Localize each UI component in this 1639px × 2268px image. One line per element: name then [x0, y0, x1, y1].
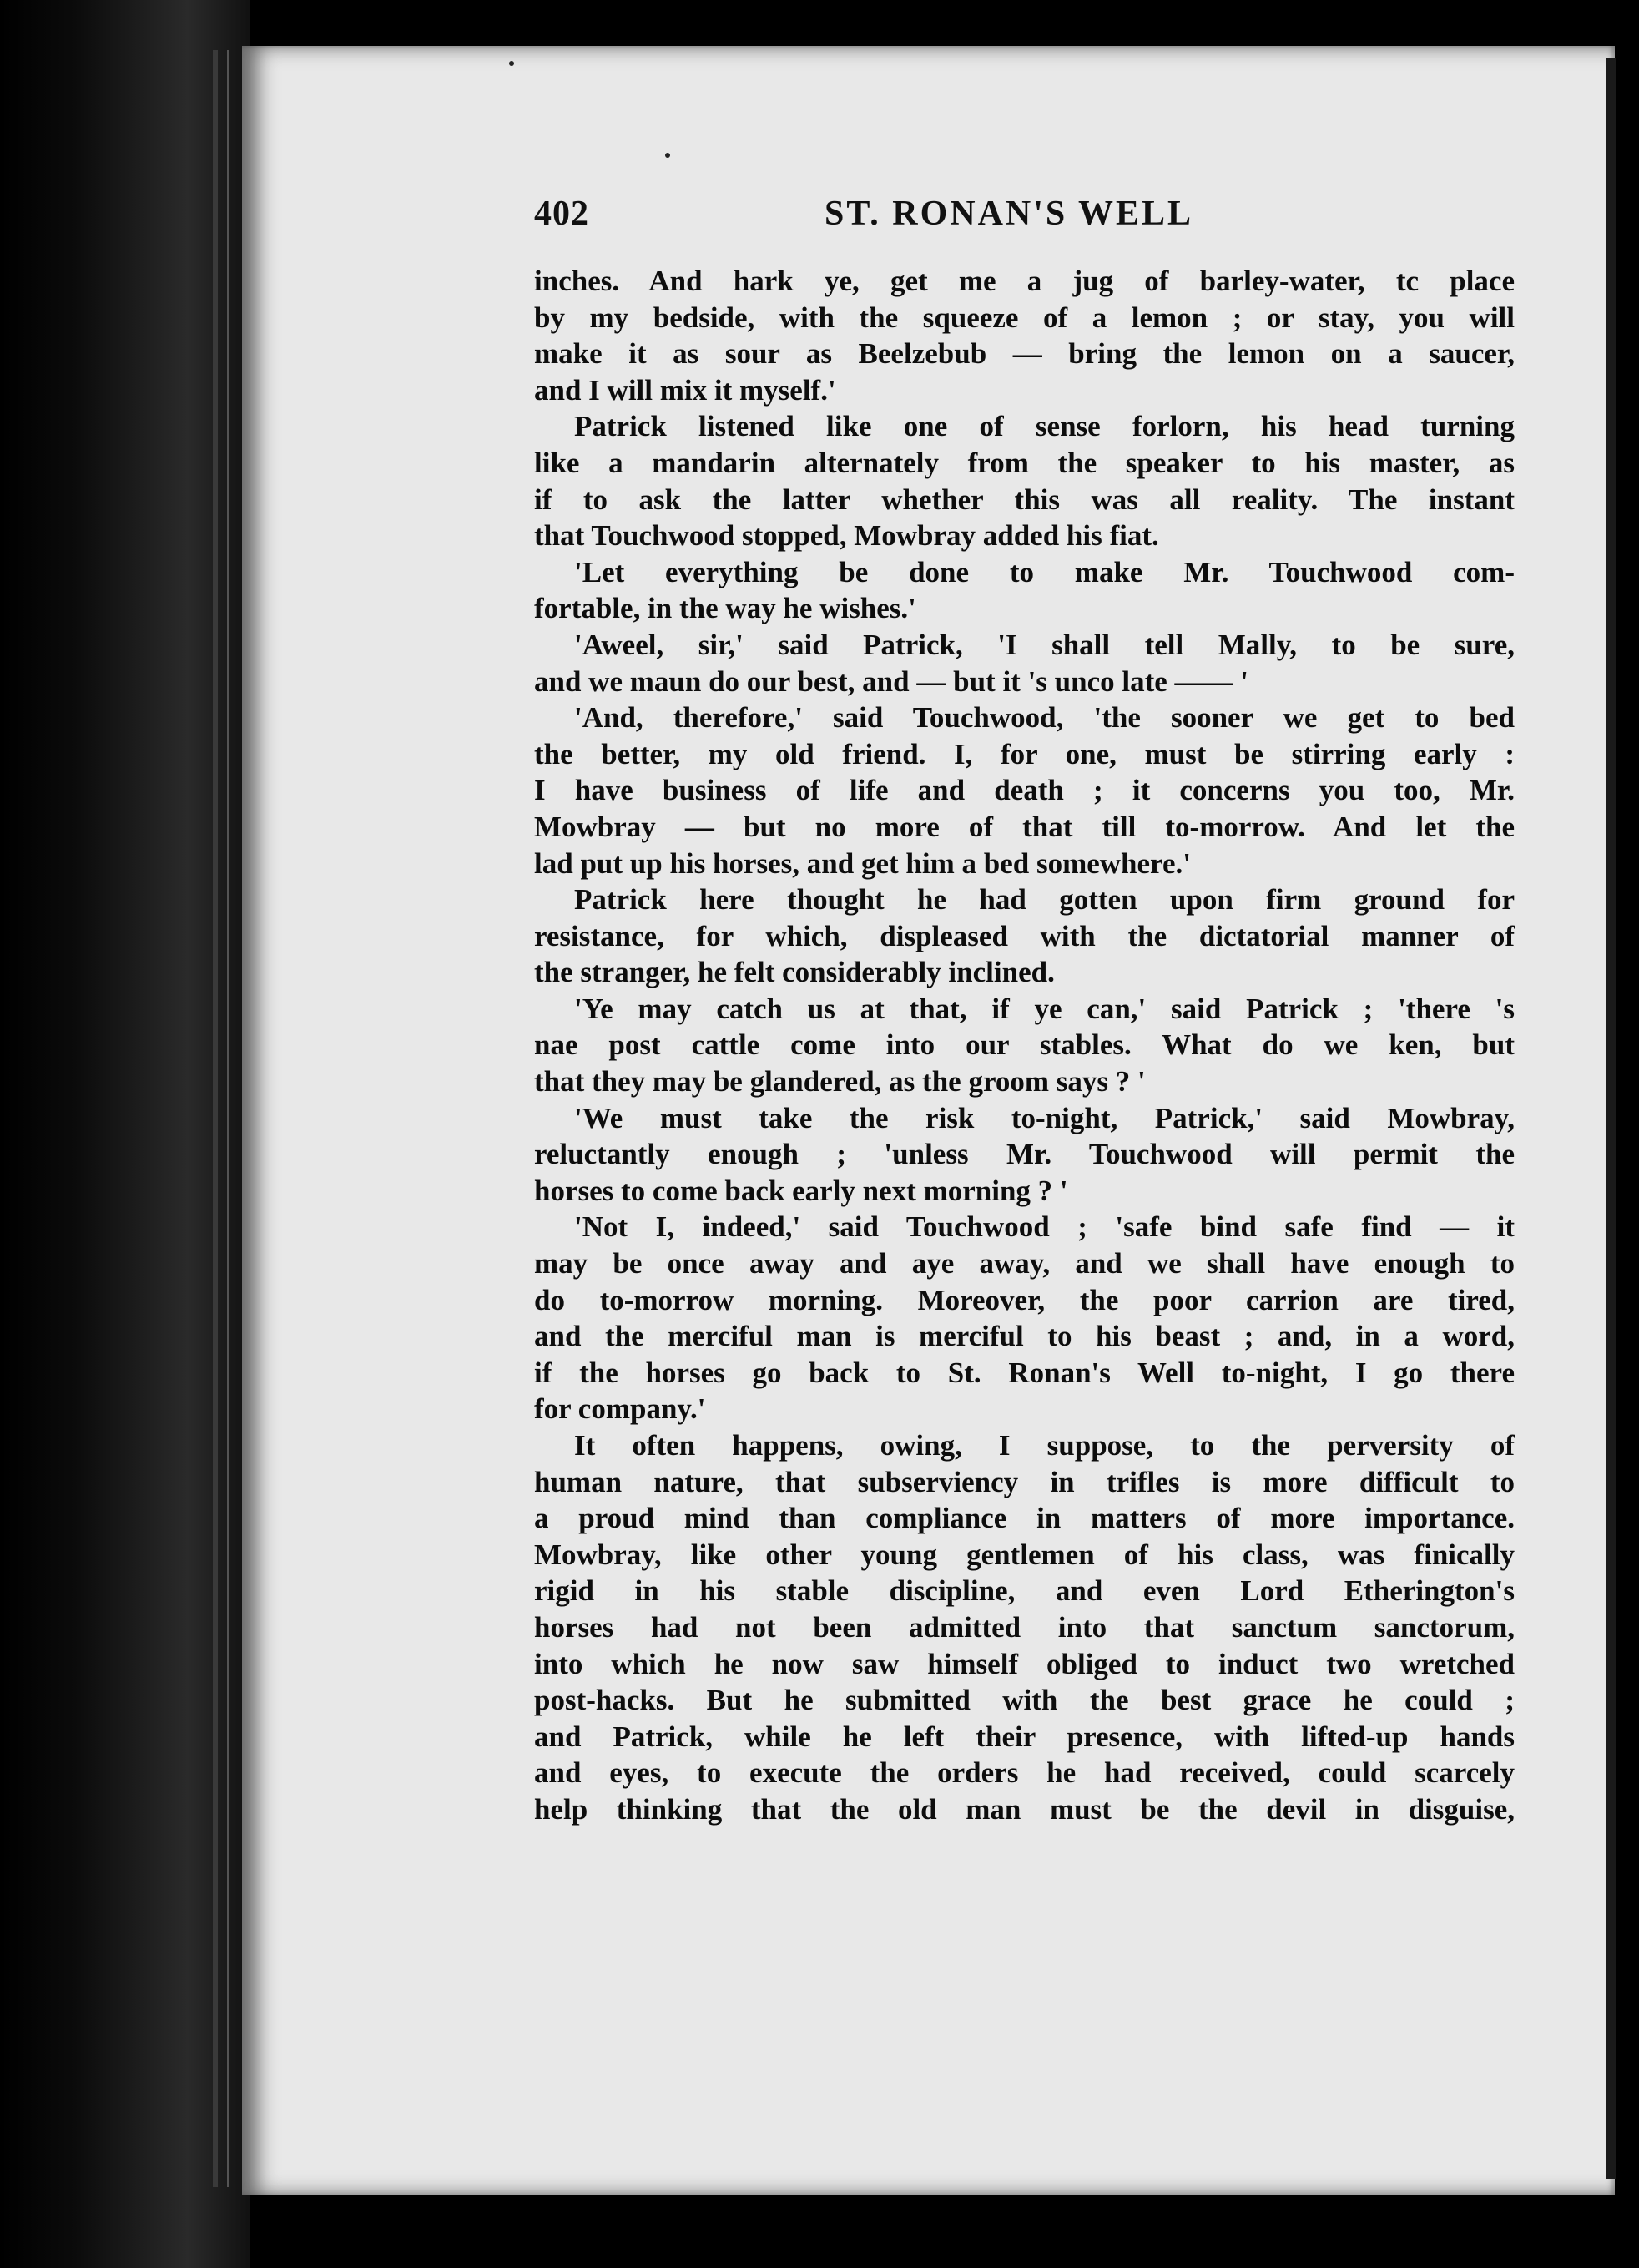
text-line: like a mandarin alternately from the speaker to his master, as	[534, 446, 1515, 479]
running-title: ST. RONAN'S WELL	[825, 194, 1194, 233]
text-line: horses had not been admitted into that sanctum sanctorum,	[534, 1610, 1515, 1644]
text-line: 'And, therefore,' said Touchwood, 'the sooner we get to bed	[574, 701, 1515, 735]
text-line: the stranger, he felt considerably inclined.	[534, 956, 1055, 989]
text-line: if to ask the latter whether this was all reality. The instant	[534, 482, 1515, 516]
text-line: and eyes, to execute the orders he had received, could scarcely	[534, 1756, 1515, 1790]
page-number: 402	[534, 194, 589, 233]
text-line: into which he now saw himself obliged to induct two wretched	[534, 1647, 1515, 1680]
scan-speck	[509, 61, 514, 66]
text-line: 'We must take the risk to-night, Patrick,' said Mowbray,	[574, 1101, 1515, 1134]
text-line: and we maun do our best, and — but it 's unco late —— '	[534, 664, 1249, 698]
text-line: post-hacks. But he submitted with the best grace he could ;	[534, 1684, 1515, 1717]
text-line: 'Not I, indeed,' said Touchwood ; 'safe bind safe find — it	[574, 1210, 1515, 1244]
text-line: 'Aweel, sir,' said Patrick, 'I shall tell Mally, to be sure,	[574, 628, 1515, 661]
text-line: fortable, in the way he wishes.'	[534, 592, 916, 625]
text-line: do to-morrow morning. Moreover, the poor carrion are tired,	[534, 1283, 1515, 1316]
text-line: Patrick listened like one of sense forlorn, his head turning	[574, 410, 1515, 443]
text-line: rigid in his stable discipline, and even Lord Etherington's	[534, 1574, 1515, 1608]
text-line: make it as sour as Beelzebub — bring the lemon on a saucer,	[534, 337, 1515, 371]
binding-edge	[213, 50, 218, 2187]
text-line: Patrick here thought he had gotten upon firm ground for	[574, 883, 1515, 917]
text-line: It often happens, owing, I suppose, to the perversity of	[574, 1429, 1515, 1462]
text-line: reluctantly enough ; 'unless Mr. Touchwood will permit the	[534, 1138, 1515, 1171]
scan-speck	[665, 153, 670, 158]
text-line: 'Let everything be done to make Mr. Touchwood com-	[574, 555, 1515, 588]
text-line: and Patrick, while he left their presence, with lifted-up hands	[534, 1720, 1515, 1753]
page-edge-shadow	[1606, 58, 1616, 2179]
binding-edge	[227, 50, 229, 2187]
text-line: inches. And hark ye, get me a jug of barley-water, tc place	[534, 265, 1515, 297]
text-line: 'Ye may catch us at that, if ye can,' said Patrick ; 'there 's	[574, 992, 1515, 1025]
text-line: a proud mind than compliance in matters of more importance.	[534, 1502, 1515, 1535]
page-header	[534, 194, 1515, 244]
text-line: for company.'	[534, 1392, 706, 1426]
text-line: lad put up his horses, and get him a bed somewhere.'	[534, 846, 1191, 880]
text-line: that they may be glandered, as the groom says ? '	[534, 1065, 1146, 1099]
text-line: the better, my old friend. I, for one, must be stirring early :	[534, 737, 1515, 770]
text-line: Mowbray — but no more of that till to-morrow. And let the	[534, 810, 1515, 843]
text-line: nae post cattle come into our stables. What do we ken, but	[534, 1028, 1515, 1062]
text-line: and I will mix it myself.'	[534, 373, 836, 407]
body-text	[534, 263, 1515, 1828]
text-line: horses to come back early next morning ? '	[534, 1174, 1068, 1207]
text-line: help thinking that the old man must be the devil in disguise,	[534, 1792, 1515, 1826]
text-line: I have business of life and death ; it concerns you too, Mr.	[534, 774, 1515, 807]
text-line: resistance, for which, displeased with the dictatorial manner of	[534, 919, 1515, 952]
text-line: may be once away and aye away, and we shall have enough to	[534, 1247, 1515, 1280]
text-line: human nature, that subserviency in trifles is more difficult to	[534, 1465, 1515, 1498]
text-line: by my bedside, with the squeeze of a lemon ; or stay, you will	[534, 301, 1515, 334]
text-line: Mowbray, like other young gentlemen of his class, was finically	[534, 1538, 1515, 1571]
text-line: that Touchwood stopped, Mowbray added his fiat.	[534, 519, 1159, 553]
text-line: if the horses go back to St. Ronan's Well to-night, I go there	[534, 1356, 1515, 1389]
text-line: and the merciful man is merciful to his beast ; and, in a word,	[534, 1320, 1515, 1353]
